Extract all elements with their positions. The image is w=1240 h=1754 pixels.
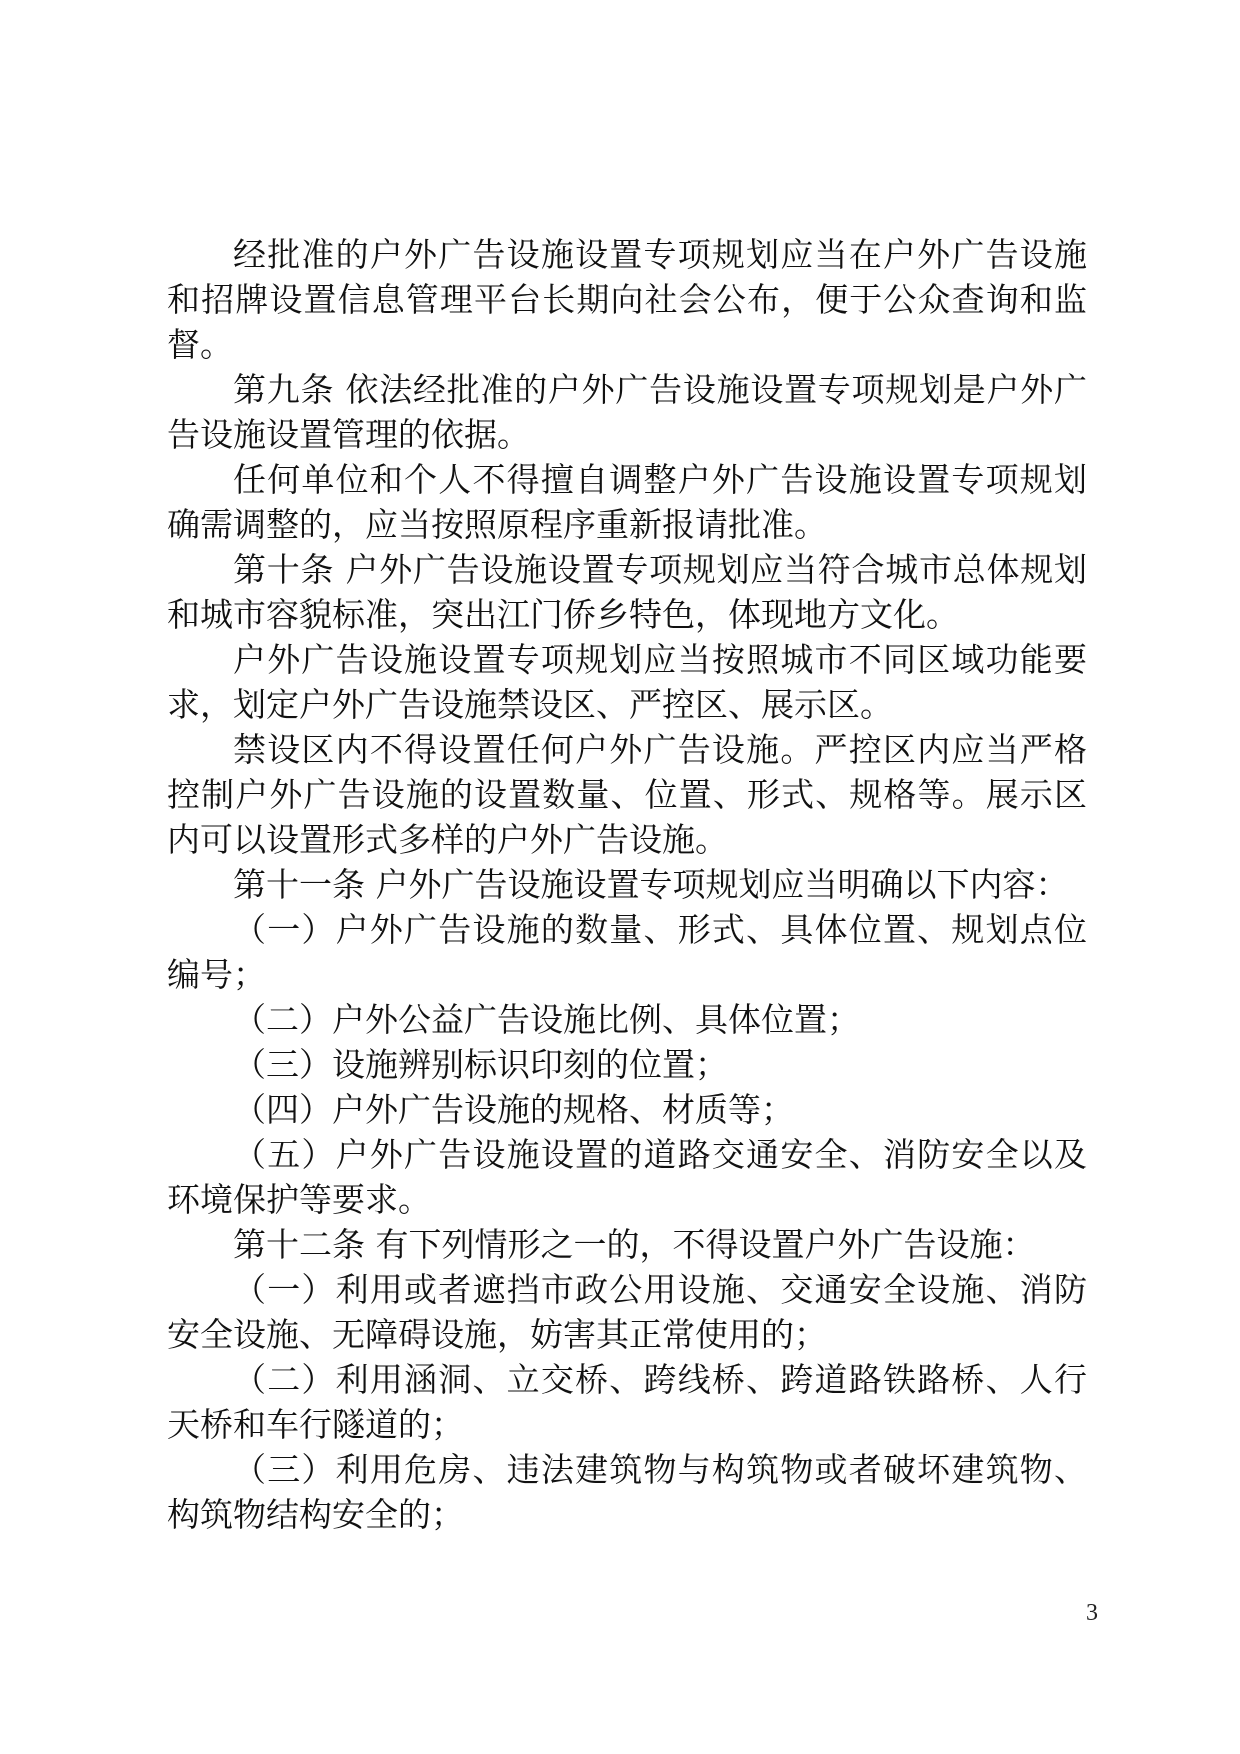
body-text bbox=[167, 232, 1087, 1537]
paragraph: 户外广告设施设置专项规划应当按照城市不同区域功能要求，划定户外广告设施禁设区、严控区、展示区。 bbox=[167, 640, 1087, 724]
list-item: （三）设施辨别标识印刻的位置； bbox=[233, 1045, 728, 1084]
paragraph: 经批准的户外广告设施设置专项规划应当在户外广告设施和招牌设置信息管理平台长期向社会公布，便于公众查询和监督。 bbox=[167, 235, 1087, 364]
paragraph: 禁设区内不得设置任何户外广告设施。严控区内应当严格控制户外广告设施的设置数量、位置、形式、规格等。展示区内可以设置形式多样的户外广告设施。 bbox=[167, 730, 1087, 859]
page-number: 3 bbox=[1086, 1600, 1098, 1626]
list-item: （一）利用或者遮挡市政公用设施、交通安全设施、消防安全设施、无障碍设施，妨害其正常使用的； bbox=[167, 1270, 1087, 1354]
list-item: （二）户外公益广告设施比例、具体位置； bbox=[233, 1000, 860, 1039]
article-12-heading-paragraph: 第十二条 有下列情形之一的，不得设置户外广告设施： bbox=[233, 1225, 1036, 1264]
article-10-heading-paragraph: 第十条 户外广告设施设置专项规划应当符合城市总体规划和城市容貌标准，突出江门侨乡特色，体现地方文化。 bbox=[167, 550, 1087, 634]
article-11-heading-paragraph: 第十一条 户外广告设施设置专项规划应当明确以下内容： bbox=[233, 865, 1069, 904]
list-item: （五）户外广告设施设置的道路交通安全、消防安全以及环境保护等要求。 bbox=[167, 1135, 1087, 1219]
list-item: （一）户外广告设施的数量、形式、具体位置、规划点位编号； bbox=[167, 910, 1087, 994]
paragraph: 任何单位和个人不得擅自调整户外广告设施设置专项规划确需调整的，应当按照原程序重新报请批准。 bbox=[167, 460, 1087, 544]
article-9-heading-paragraph: 第九条 依法经批准的户外广告设施设置专项规划是户外广告设施设置管理的依据。 bbox=[167, 370, 1087, 454]
list-item: （二）利用涵洞、立交桥、跨线桥、跨道路铁路桥、人行天桥和车行隧道的； bbox=[167, 1360, 1087, 1444]
list-item: （三）利用危房、违法建筑物与构筑物或者破坏建筑物、构筑物结构安全的； bbox=[167, 1450, 1087, 1534]
list-item: （四）户外广告设施的规格、材质等； bbox=[233, 1090, 794, 1129]
